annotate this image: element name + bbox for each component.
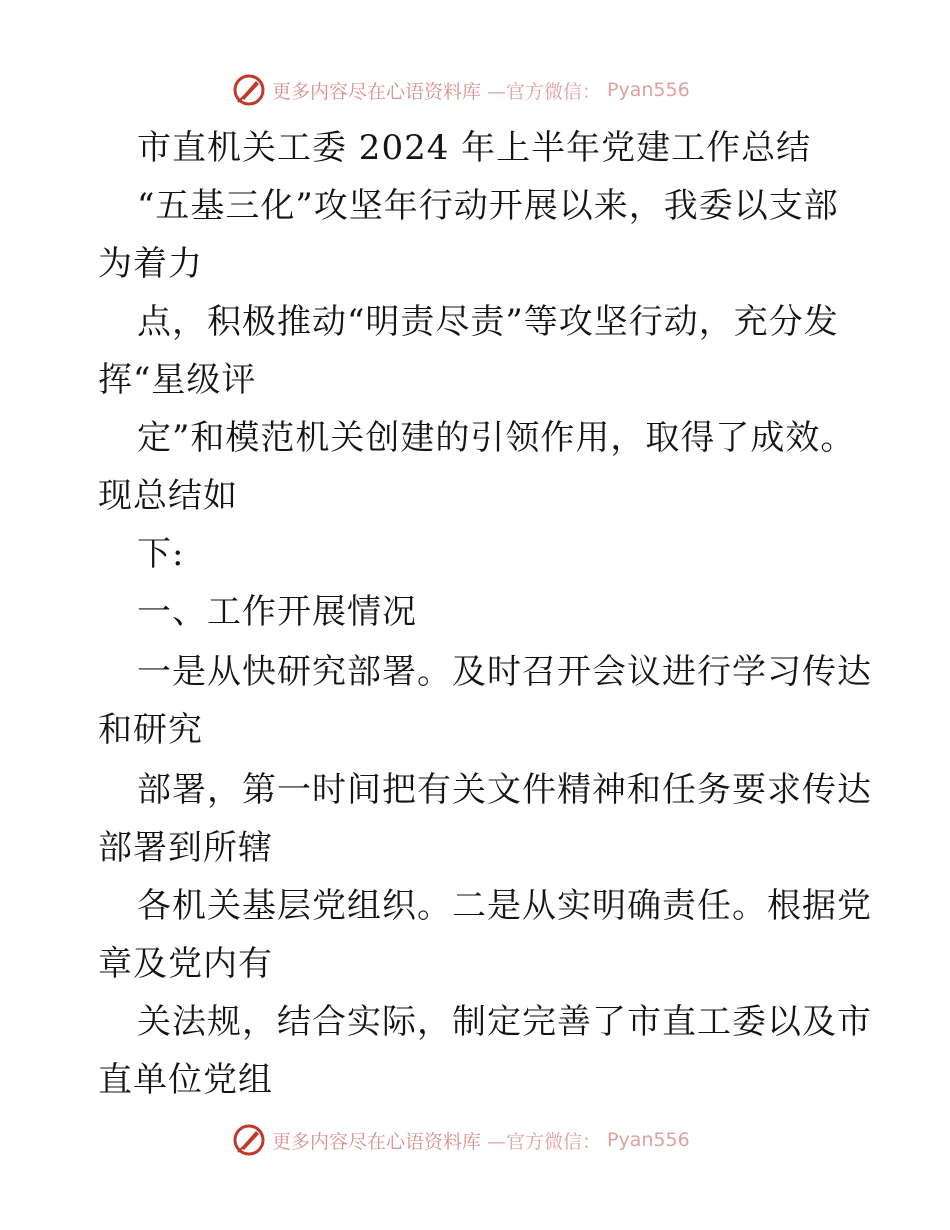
watermark-site-text: 更多内容尽在心语资料库 — [272, 80, 482, 103]
text-line: 挥“星级评 — [98, 360, 257, 400]
text-line: 部署到所辖 — [98, 828, 273, 868]
text-line: “五基三化”攻坚年行动开展以来，我委以支部 — [137, 186, 839, 226]
section-heading: 一、工作开展情况 — [137, 592, 417, 632]
watermark-dash-text: —官方微信： — [487, 1130, 602, 1153]
text-line: 部署，第一时间把有关文件精神和任务要求传达 — [137, 770, 872, 810]
text-line: 现总结如 — [98, 476, 238, 516]
quill-circle-logo-icon — [232, 73, 266, 107]
text-line: 为着力 — [98, 244, 203, 284]
text-line: 一是从快研究部署。及时召开会议进行学习传达 — [137, 652, 872, 692]
text-line: 定”和模范机关创建的引领作用，取得了成效。 — [137, 418, 856, 458]
text-line: 和研究 — [98, 710, 203, 750]
watermark-wechat-id: Pyan556 — [607, 79, 690, 101]
text-line: 下: — [137, 534, 185, 574]
header-watermark — [232, 72, 690, 108]
footer-watermark — [232, 1122, 690, 1158]
text-line: 点，积极推动“明责尽责”等攻坚行动，充分发 — [137, 302, 839, 342]
document-title: 市直机关工委 2024 年上半年党建工作总结 — [137, 128, 812, 168]
watermark-wechat-id: Pyan556 — [607, 1129, 690, 1151]
quill-circle-logo-icon — [232, 1123, 266, 1157]
watermark-site-text: 更多内容尽在心语资料库 — [272, 1130, 482, 1153]
text-line: 各机关基层党组织。二是从实明确责任。根据党 — [137, 886, 872, 926]
text-line: 章及党内有 — [98, 944, 273, 984]
watermark-dash-text: —官方微信： — [487, 80, 602, 103]
text-line: 直单位党组 — [98, 1060, 273, 1100]
text-line: 关法规，结合实际，制定完善了市直工委以及市 — [137, 1002, 872, 1042]
